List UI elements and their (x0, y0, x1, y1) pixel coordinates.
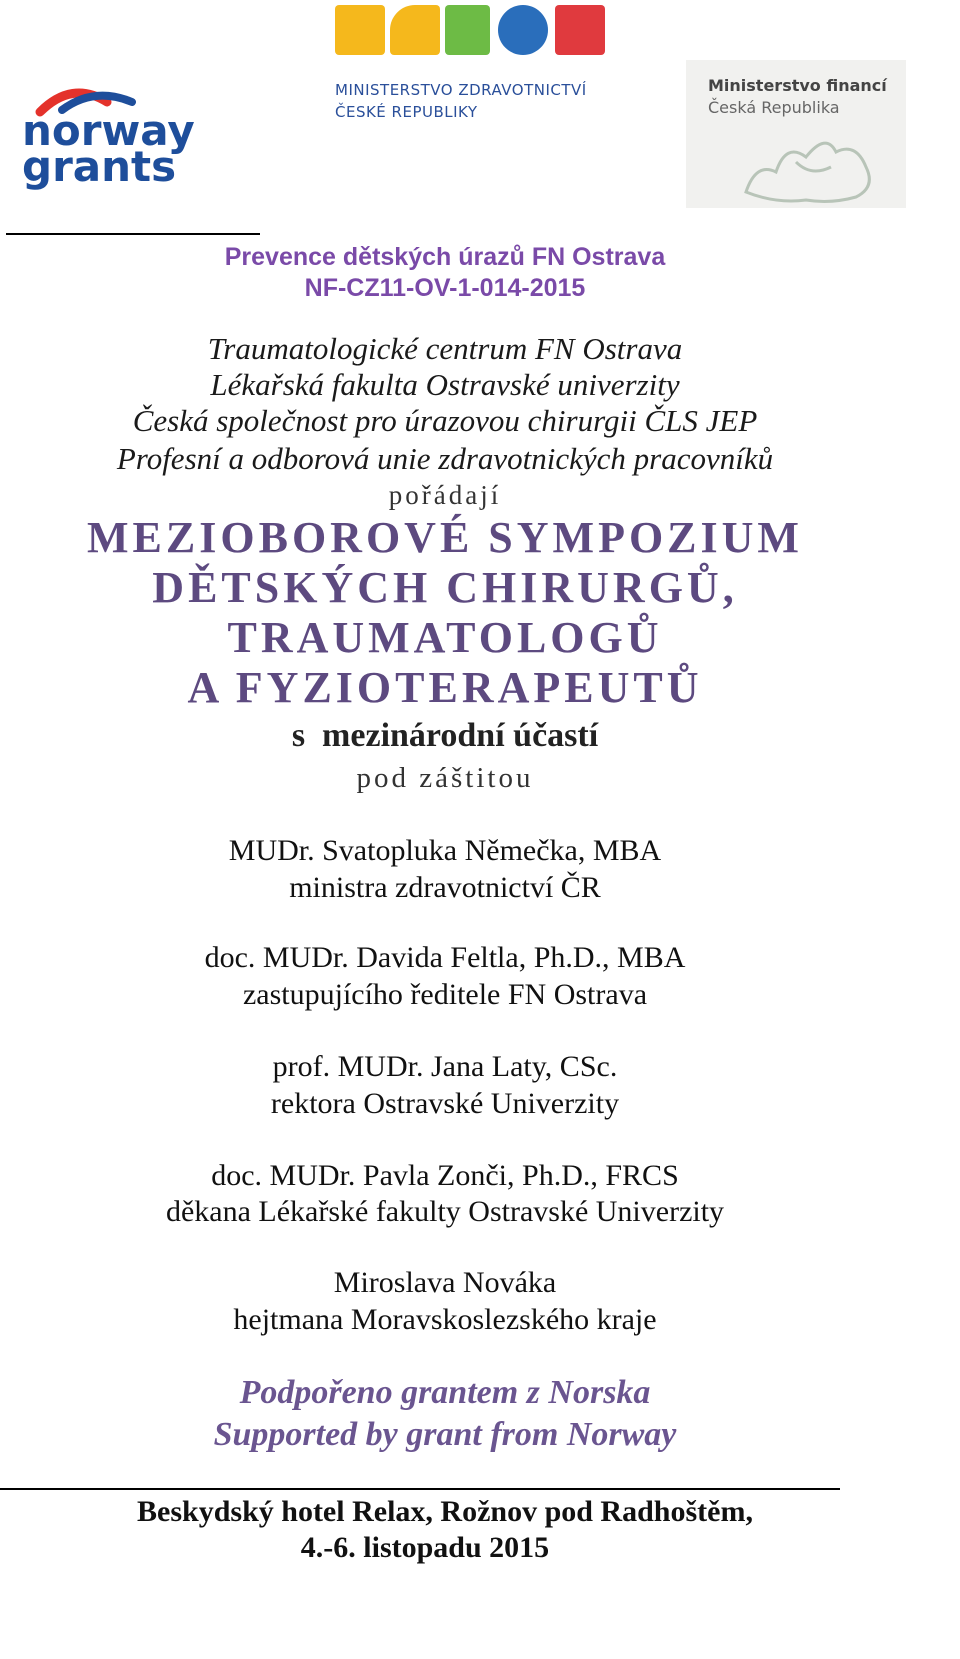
patron-5-role: hejtmana Moravskoslezského kraje (233, 1303, 657, 1336)
venue-place: Beskydský hotel Relax, Rožnov pod Radhoštěm, (137, 1495, 753, 1528)
venue-date: 4.-6. listopadu 2015 (300, 1531, 550, 1564)
project-code: NF-CZ11-OV-1-014-2015 (304, 274, 586, 302)
project-title: Prevence dětských úrazů FN Ostrava (224, 243, 666, 271)
norway-logo-line1: norway (22, 106, 195, 155)
ministry-health-green-icon (445, 5, 490, 55)
patron-2-name: doc. MUDr. Davida Feltla, Ph.D., MBA (204, 941, 686, 974)
organizer-3: Česká společnost pro úrazovou chirurgii ČLS JEP (132, 403, 758, 438)
international-label: s mezinárodní účastí (291, 717, 599, 754)
ministry-finance-line1: Ministerstvo financí (708, 76, 887, 95)
header-rule (6, 233, 260, 235)
patron-1-name: MUDr. Svatopluka Němečka, MBA (228, 834, 662, 867)
patron-4-role: děkana Lékařské fakulty Ostravské Univerzity (165, 1195, 725, 1228)
norway-logo-line2: grants (22, 142, 177, 191)
ministry-health-line2: ČESKÉ REPUBLIKY (335, 103, 478, 121)
organizer-2: Lékařská fakulta Ostravské univerzity (210, 367, 680, 402)
support-cz: Podpořeno grantem z Norska (239, 1374, 651, 1411)
ministry-finance-logo (686, 60, 906, 208)
patron-5-name: Miroslava Nováka (333, 1266, 557, 1299)
ministry-finance-line2: Česká Republika (708, 98, 840, 117)
title-line-2: DĚTSKÝCH CHIRURGŮ, (152, 563, 738, 612)
patron-2-role: zastupujícího ředitele FN Ostrava (242, 978, 648, 1011)
ministry-health-red-icon (555, 5, 605, 55)
organizer-4: Profesní a odborová unie zdravotnických pracovníků (116, 441, 774, 476)
organizer-1: Traumatologické centrum FN Ostrava (207, 331, 683, 366)
poradaji-label: pořádají (388, 480, 502, 510)
title-line-3: TRAUMATOLOGŮ (227, 613, 663, 662)
ministry-health-logo (335, 5, 615, 130)
ministry-health-yellow-2-icon (390, 5, 440, 55)
patronage-label: pod záštitou (356, 762, 534, 794)
ministry-health-blue-icon (498, 5, 548, 55)
title-line-1: MEZIOBOROVÉ SYMPOZIUM (87, 513, 803, 562)
lion-icon (736, 122, 886, 206)
footer-rule (0, 1488, 840, 1490)
patron-4-name: doc. MUDr. Pavla Zonči, Ph.D., FRCS (211, 1159, 679, 1192)
ministry-health-yellow-icon (335, 5, 385, 55)
patron-1-role: ministra zdravotnictví ČR (289, 871, 601, 904)
norway-grants-logo (22, 80, 212, 190)
patron-3-name: prof. MUDr. Jana Laty, CSc. (272, 1050, 618, 1083)
ministry-health-line1: MINISTERSTVO ZDRAVOTNICTVÍ (335, 81, 587, 99)
support-en: Supported by grant from Norway (213, 1416, 677, 1453)
title-line-4: A FYZIOTERAPEUTŮ (187, 663, 703, 712)
patron-3-role: rektora Ostravské Univerzity (270, 1087, 620, 1120)
